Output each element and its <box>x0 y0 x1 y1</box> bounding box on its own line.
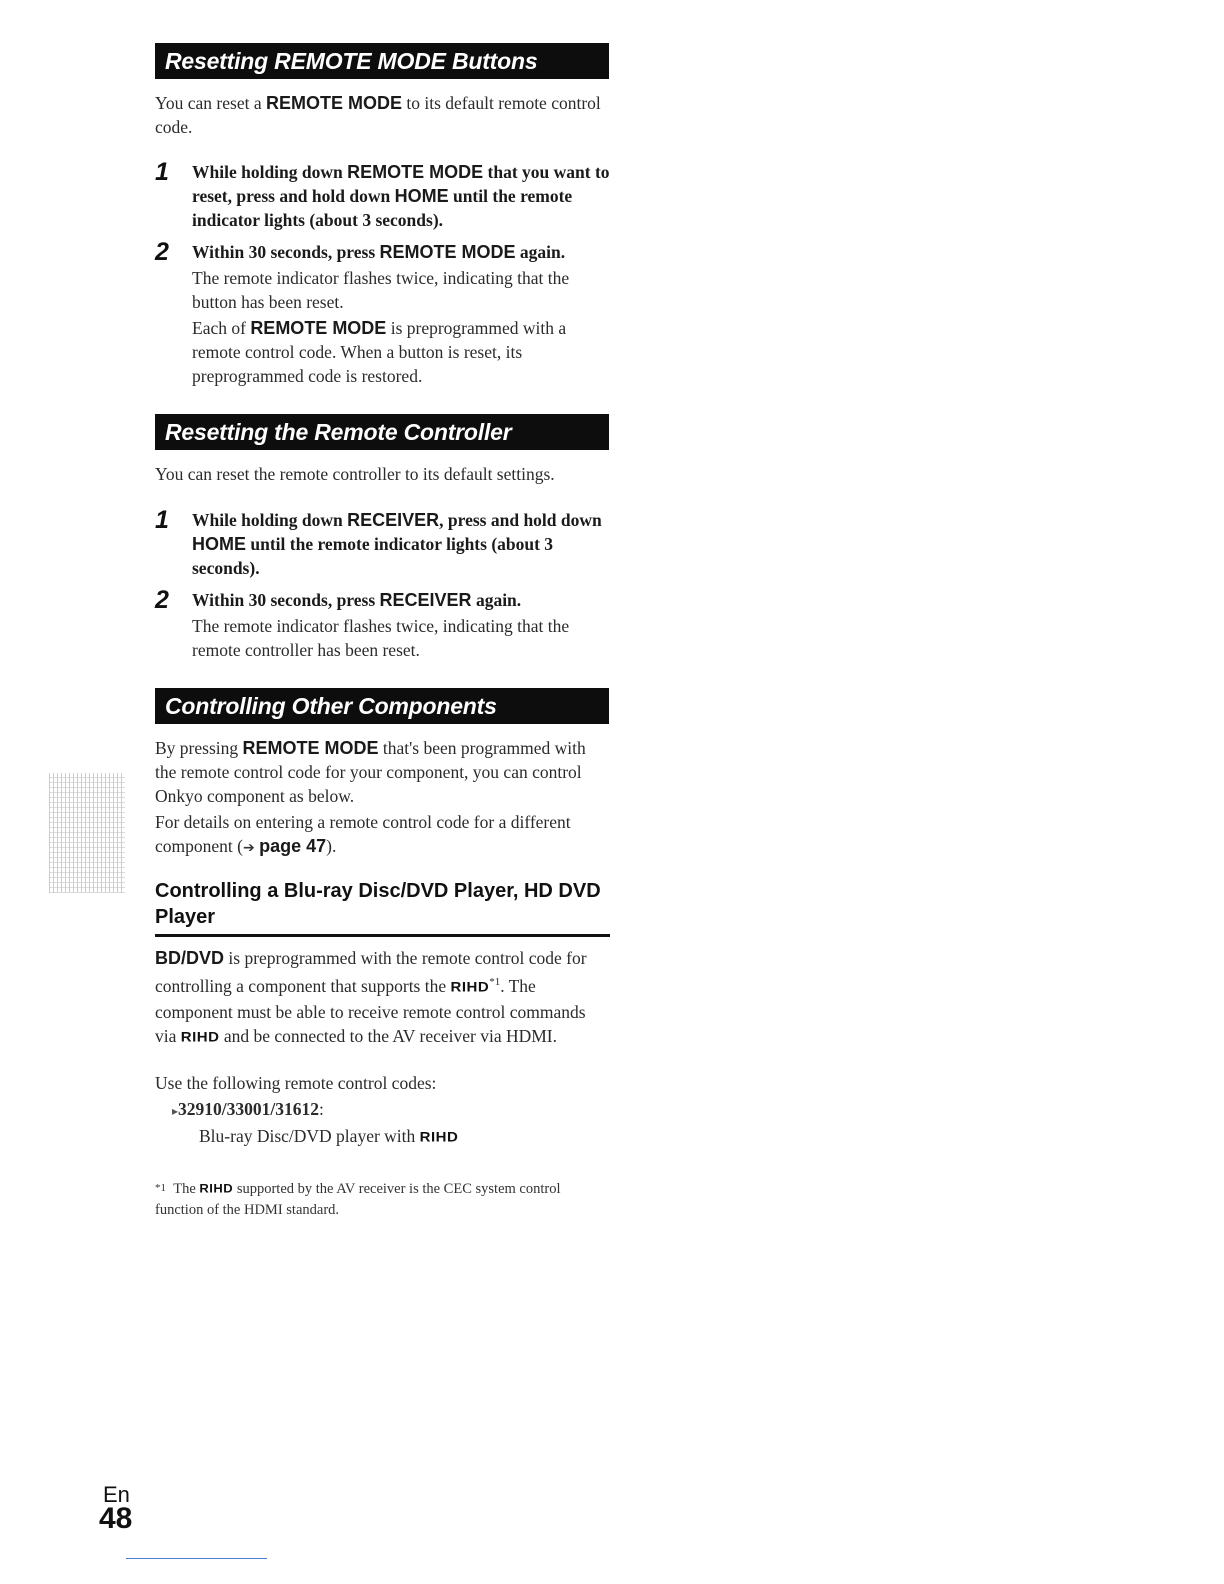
step-number: 1 <box>155 506 169 534</box>
section3-p1: By pressing REMOTE MODE that's been programmed with the remote control code for your component, you can control Onkyo component as below. <box>155 738 586 806</box>
rihd-logo: RIHD <box>419 1129 459 1146</box>
page-reference-link[interactable]: page 47 <box>259 836 327 856</box>
section-title-controlling-other-components: Controlling Other Components <box>155 688 609 724</box>
rihd-logo: RIHD <box>450 979 490 996</box>
section-title-resetting-remote-mode: Resetting REMOTE MODE Buttons <box>155 43 609 79</box>
bullet-icon: ▸ <box>172 1104 179 1118</box>
rihd-logo: RIHD <box>199 1181 234 1196</box>
section1-step2: Within 30 seconds, press REMOTE MODE again. <box>192 242 566 262</box>
section2-step2-body: The remote indicator flashes twice, indicating that the remote controller has been reset. <box>192 616 570 660</box>
section2-step2: Within 30 seconds, press RECEIVER again. <box>192 590 522 610</box>
step-number: 2 <box>155 586 169 614</box>
section3-p2: For details on entering a remote control code for a different component (➔ page 47). <box>155 812 571 856</box>
section3-p3: BD/DVD is preprogrammed with the remote control code for controlling a component that supports the RIHD$^{*1}$. The component must be able to receive remote control commands via RIHD and be connected to the AV receiver via HDMI. <box>155 946 610 1050</box>
footer-rule <box>126 1558 267 1559</box>
footnote: $^{*1}$ The RIHD supported by the AV receiver is the CEC system control function of the HDMI standard. <box>155 1181 561 1218</box>
section1-intro: You can reset a REMOTE MODE to its default remote control code. <box>155 93 601 137</box>
step-number: 1 <box>155 158 169 186</box>
page-number: 48 <box>99 1502 133 1535</box>
step-number: 2 <box>155 238 169 266</box>
section3-p4: Use the following remote control codes: <box>155 1073 437 1093</box>
remote-codes: ▸32910/33001/31612: <box>172 1099 324 1119</box>
remote-codes-description: Blu-ray Disc/DVD player with RIHD <box>199 1124 599 1150</box>
side-tab-pattern <box>49 773 125 893</box>
section1-step1: While holding down REMOTE MODE that you want to reset, press and hold down HOME until the remote indicator lights (about 3 seconds). <box>192 162 610 230</box>
section1-step2-body2: Each of REMOTE MODE is preprogrammed with a remote control code. When a button is reset, its preprogrammed code is restored. <box>192 318 567 386</box>
section1-step2-body1: The remote indicator flashes twice, indicating that the button has been reset. <box>192 268 570 312</box>
section-title-resetting-remote-controller: Resetting the Remote Controller <box>155 414 609 450</box>
section2-step1: While holding down RECEIVER, press and hold down HOME until the remote indicator lights (about 3 seconds). <box>192 510 602 578</box>
section2-intro: You can reset the remote controller to its default settings. <box>155 464 555 484</box>
arrow-icon: ➔ <box>242 840 255 856</box>
rihd-logo: RIHD <box>180 1029 220 1046</box>
subheading-bluray: Controlling a Blu-ray Disc/DVD Player, HD DVD Player <box>155 878 610 937</box>
language-label: En <box>103 1482 130 1507</box>
